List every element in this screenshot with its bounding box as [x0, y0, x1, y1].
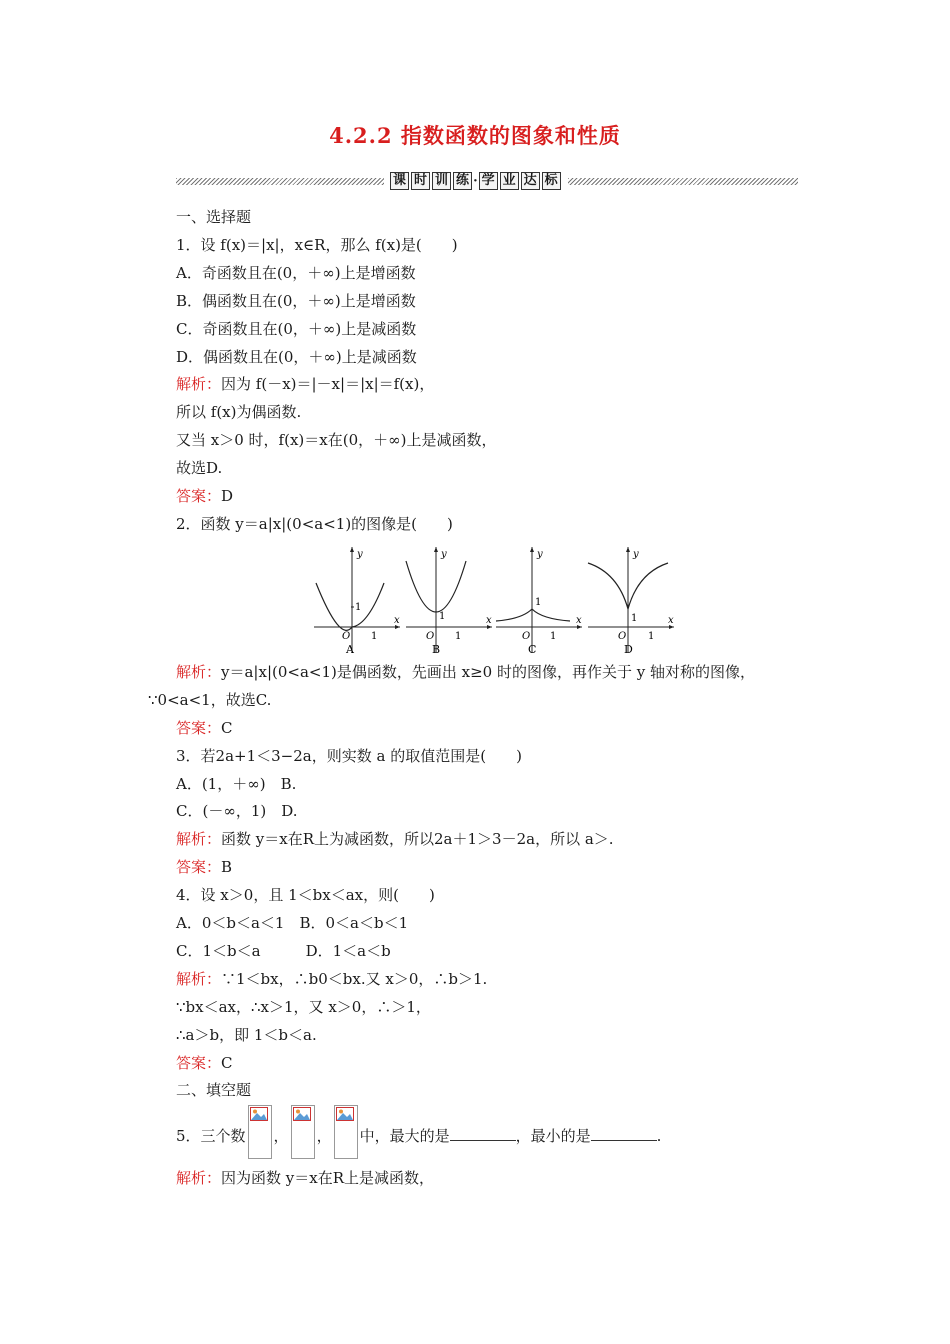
graph-label: C: [528, 642, 537, 655]
document-body: [148, 204, 806, 1193]
banner-char: 课: [390, 172, 409, 190]
solution-text: 因为函数 y＝x在R上是减函数，: [221, 1169, 435, 1188]
section-banner: [176, 170, 798, 192]
banner-hatch-left: [176, 178, 384, 185]
graph-label: D: [624, 642, 633, 655]
solution-line: [176, 659, 806, 687]
tick-label: 1: [371, 630, 378, 642]
axis-x-label: x: [486, 614, 492, 626]
answer-blank: [591, 1126, 657, 1141]
solution-label: 解析：: [176, 969, 222, 988]
tick-label: 1: [648, 630, 655, 642]
question-text: ，最小的是: [515, 1127, 591, 1146]
tick-label: 1: [535, 596, 542, 608]
question-5-stem: [176, 1105, 806, 1165]
axis-y-label: y: [441, 548, 447, 560]
broken-image-placeholder: [248, 1105, 272, 1159]
graph-option-a: [310, 543, 402, 655]
question-text: .: [656, 1127, 662, 1146]
solution-line: ∴a＞b，即 1＜b＜a.: [176, 1025, 317, 1044]
broken-image-placeholder: [334, 1105, 358, 1159]
banner-char: 练: [453, 172, 472, 190]
axis-x-label: x: [394, 614, 400, 626]
option: D．偶函数且在(0，＋∞)上是减函数: [176, 347, 417, 366]
broken-image-placeholder: [291, 1105, 315, 1159]
answer-label: 答案：: [176, 718, 222, 737]
separator: ，: [273, 1127, 289, 1146]
solution-label: 解析：: [176, 662, 222, 681]
solution-text: y＝a|x|(0<a<1)是偶函数，先画出 x≥0 时的图像，再作关于 y 轴对称的图像，: [221, 662, 755, 681]
graph-option-c: [492, 543, 584, 655]
solution-line: 故选D.: [176, 459, 223, 478]
answer-line: [176, 483, 806, 511]
option: C．(－∞，1) D.: [176, 802, 298, 821]
axis-y-label: y: [357, 548, 363, 560]
graph-options: [176, 543, 806, 659]
solution-line: 所以 f(x)为偶函数.: [176, 403, 302, 422]
broken-image-icon: [250, 1107, 268, 1121]
option: A．奇函数且在(0，＋∞)上是增函数: [176, 263, 416, 282]
answer-value: C: [221, 718, 233, 737]
graph-option-d: [584, 543, 676, 655]
answer-label: 答案：: [176, 487, 222, 506]
answer-line: [176, 715, 806, 743]
banner-dot: ·: [473, 173, 478, 189]
answer-label: 答案：: [176, 858, 222, 877]
banner-char: 业: [500, 172, 519, 190]
answer-value: B: [221, 858, 233, 877]
solution-line: [176, 966, 806, 994]
banner-char: 达: [521, 172, 540, 190]
solution-label: 解析：: [176, 1169, 222, 1188]
solution-text: ∵1＜bx，∴b0＜bx.又 x＞0，∴b＞1.: [221, 969, 488, 988]
tick-label: 1: [631, 612, 638, 624]
question-text: 5．三个数: [176, 1127, 246, 1146]
broken-image-icon: [336, 1107, 354, 1121]
separator: ，: [316, 1127, 332, 1146]
axis-x-label: x: [576, 614, 582, 626]
origin-label: O: [618, 630, 627, 642]
banner-char: 训: [432, 172, 451, 190]
banner-label: [389, 170, 562, 192]
axis-x-label: x: [668, 614, 674, 626]
solution-text: 函数 y＝x在R上为减函数，所以2a＋1＞3－2a，所以 a＞.: [221, 830, 614, 849]
option: C．1＜b＜a D．1＜a＜b: [176, 941, 391, 960]
axis-y-label: y: [633, 548, 639, 560]
question-1-stem: 1．设 f(x)＝|x|，x∈R，那么 f(x)是( ): [176, 235, 458, 254]
solution-line: [176, 826, 806, 854]
axis-y-label: y: [537, 548, 543, 560]
solution-line: [176, 371, 806, 399]
solution-line: [176, 1165, 806, 1193]
answer-value: D: [221, 487, 234, 506]
section-heading: 二、填空题: [176, 1081, 252, 1100]
question-3-stem: 3．若2a+1＜3−2a，则实数 a 的取值范围是( ): [176, 746, 522, 765]
answer-line: [176, 1050, 806, 1078]
banner-char: 时: [411, 172, 430, 190]
option: A．0＜b＜a＜1 B．0＜a＜b＜1: [176, 914, 409, 933]
answer-blank: [450, 1126, 516, 1141]
tick-label: 1: [455, 630, 462, 642]
option: C．奇函数且在(0，＋∞)上是减函数: [176, 319, 417, 338]
answer-value: C: [221, 1053, 233, 1072]
broken-image-icon: [293, 1107, 311, 1121]
question-text: 中，最大的是: [359, 1127, 450, 1146]
banner-hatch-right: [568, 178, 798, 185]
graph-label: B: [432, 642, 441, 655]
page-title: 4.2.2 指数函数的图象和性质: [329, 123, 621, 148]
banner-char: 标: [542, 172, 561, 190]
tick-label: 1: [355, 601, 362, 613]
option: A．(1，＋∞) B.: [176, 774, 297, 793]
answer-line: [176, 854, 806, 882]
origin-label: O: [426, 630, 435, 642]
tick-label: 1: [550, 630, 557, 642]
answer-label: 答案：: [176, 1053, 222, 1072]
banner-char: 学: [479, 172, 498, 190]
graph-option-b: [402, 543, 494, 655]
tick-label: 1: [439, 610, 446, 622]
solution-line: 又当 x＞0 时，f(x)＝x在(0，＋∞)上是减函数，: [176, 431, 497, 450]
question-2-stem: 2．函数 y＝a|x|(0<a<1)的图像是( ): [176, 514, 453, 533]
solution-line: ∵bx＜ax，∴x＞1，又 x＞0，∴＞1，: [176, 997, 431, 1016]
solution-text: 因为 f(－x)＝|－x|＝|x|＝f(x)，: [221, 375, 435, 394]
solution-label: 解析：: [176, 375, 222, 394]
solution-line: ∵0<a<1，故选C.: [148, 690, 272, 709]
question-4-stem: 4．设 x＞0，且 1＜bx＜ax，则( ): [176, 886, 435, 905]
origin-label: O: [342, 630, 351, 642]
origin-label: O: [522, 630, 531, 642]
section-heading: 一、选择题: [176, 208, 252, 226]
solution-label: 解析：: [176, 830, 222, 849]
option: B．偶函数且在(0，＋∞)上是增函数: [176, 291, 416, 310]
graph-label: A: [346, 642, 354, 655]
